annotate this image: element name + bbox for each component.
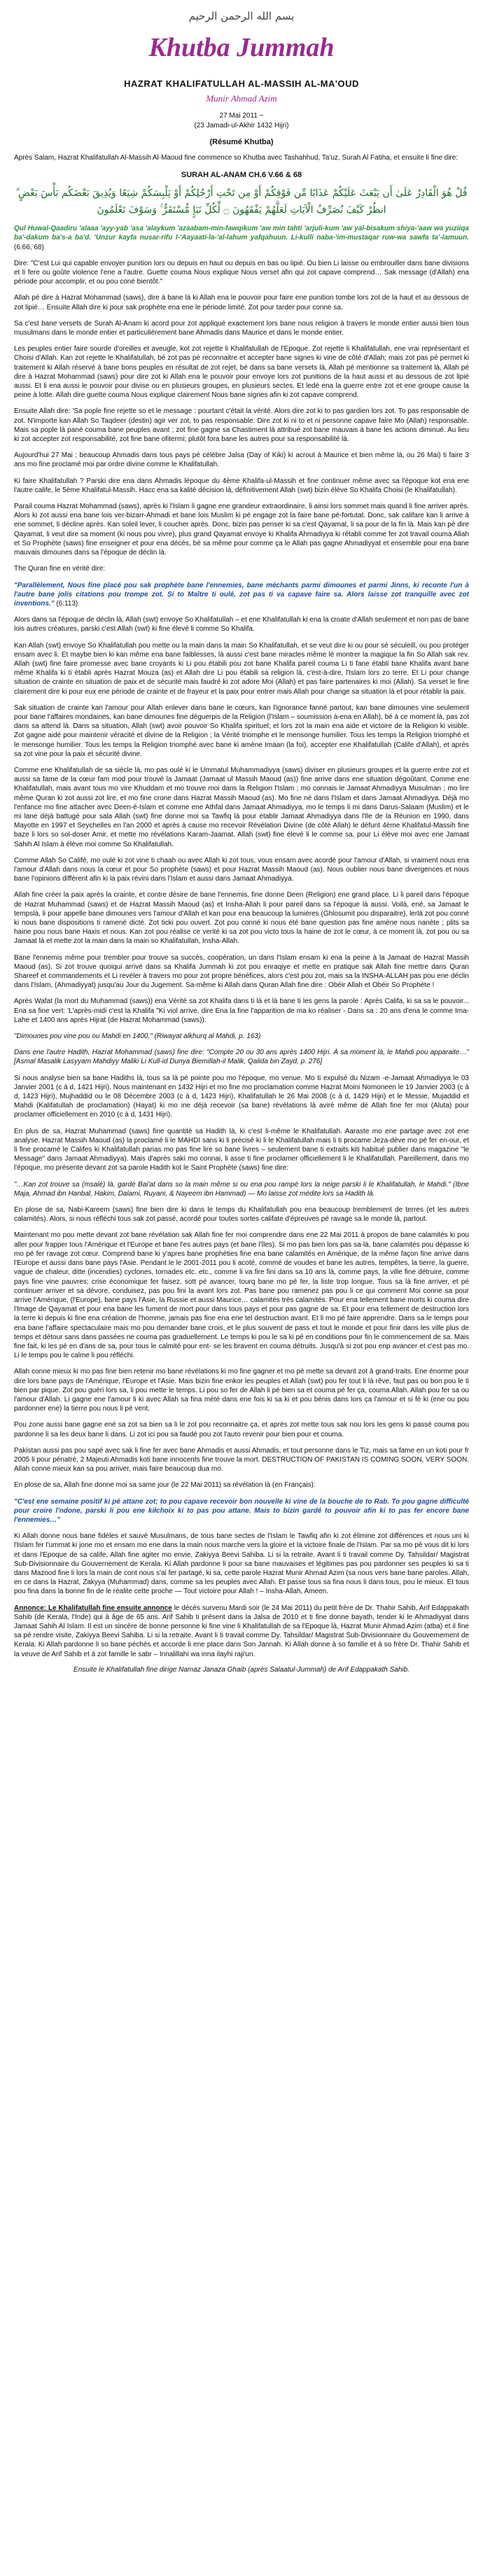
paragraph: Dire: "C'est Lui qui capable envoyer punition lors ou depuis en haut ou depuis en bas ou lipié. Ou bien Li laisse ou embrouiller dans bane divisions et li fere ou goûte violence l'ene a l'autre. Guette couma Nous explique Nous verset afin qui zot capave comprend… Sak message (d'Allah) ena période pour accomplir, et ou pou coné bientôt." bbox=[14, 259, 469, 286]
verse-ref: (6:66, 68) bbox=[14, 243, 44, 251]
quote: "…Kan zot trouve sa (msalé) là, gardé Bai'at dans so la main même si ou ena pou rampé lors la neige parski li le Khalifatullah, le Mahdi." (Ibne Maja, Ahmad ibn Hanbal, Hakim, Dalami, Ruyani, & Nayeem ibn Hammad) — Mo laisse zot médite lors sa Hadith là. bbox=[14, 1180, 469, 1198]
document-subtitle: HAZRAT KHALIFATULLAH AL-MASSIH AL-MA'OUD bbox=[124, 78, 359, 89]
transliteration: Qul Huwal-Qaadiru 'alaaa 'ayy-yab 'asa 'alaykum 'azaabam-min-fawqikum 'aw min tahti 'arjuli-kum 'aw yal-bisakum shiya-'aaw wa yuziiqa ba'-dakum ba's-a ba'd. 'Unzur kayfa nusar-rifu l-'Aayaati-la-'al-lahum yafqahuun. bbox=[14, 225, 469, 242]
document-title: Khutba Jummah bbox=[148, 33, 335, 62]
paragraph: Ki faire Khalifatullah ? Parski dire ena dans Ahmadis lépoque du 4ème Khalifa-ul-Massih et fine continuer même avec sa l'époque kot ena ene l'autre calife, le 5ème Khalifatul-Massih. Hacc ena sa kalité décision là, définitivement Allah (swt) bizin élève So Khalifa Choisi (le Khalifatullah). bbox=[14, 477, 469, 494]
paragraph: Pou zone aussi bane gagne ené sa zot sa bien sa li le zot pou reconnaitre ça, et après zot mette tous sak nou lors les gens ki passé couma pou pardonne li sa les deux bane li dans. Li zot ici pou sa faudé pou zot l'auto revenir pour bien pour et couma. bbox=[14, 1421, 469, 1438]
transliteration-paragraph bbox=[14, 224, 469, 252]
paragraph: En plose de sa, Nabi-Kareem (saws) fine bien dire ki dans le temps du Khalifatullah pou ena beaucoup tremblement de terres (et les autres calamités). Alors, si nous réfléchi tous sak zot passé, acordé pour toutes sortes califate d'épreuves pé ravage sa le monde là, partout. bbox=[14, 1206, 469, 1224]
announcement-paragraph bbox=[14, 1604, 469, 1659]
announcement-label: Annonce: Le Khalifatullah fine ensuite annonce bbox=[14, 1604, 172, 1612]
date-gregorian: 27 Mai 2011 ~ bbox=[219, 112, 264, 120]
paragraph: Sa c'est bane versets de Surah Al-Anam ki acord pour zot appliqué exactement lors bane nous religion à travers le monde entier aussi bien tous musulmans dans le monde entier et particulièrement bane Ahmadis dans Maurice et dans le monde entier. bbox=[14, 319, 469, 337]
dates bbox=[14, 111, 469, 131]
paragraph: Kan Allah (swt) envoye So Khalifatullah pou mette ou la main dans la main So Khalifatullah, et se veut dire ki ou pour sé séculeill, ou pou protéger ensam avec li. Et maybe bien ki kan même ena bane faiblesses, là aussi c'est bane miracles même lé montrer la magique la fin So Allah sak rev. Allah (swt) fine faire promesse avec bane croyants ki Li pou étabili pou zot bane Khalifa pareil couma Li ti fane établi bane Khalifa avant bane même Khalifa ki ti établi après Hazrat Mouza (as) et Allah dire Li pou étabili sa religion là, c'est-à-dire, l'Islam lors zo terre. Et Li pour change situation de crainte en situation de paix et de sécurité mais faudré ki zot adore Moi (Allah) et pas faire partenaires ki moi (Allah). Sa verset le fine clairement dire ki pour eux ene période de crainte et de frayeur et la paix pour entrer mais Allah pour change sa situation là et pour rétablir la paix. bbox=[14, 641, 469, 696]
bismillah: بسم الله الرحمن الرحيم bbox=[188, 10, 295, 22]
preacher-name: Munir Ahmad Azim bbox=[206, 93, 277, 104]
paragraph: Ki Allah donne nous bane fidèles et sauvé Musulmans, de tous bane sectes de l'Islam le Tawfiq afin ki zot élimine zot différences et nous uni ki l'Islam fer l'ummat ki jone mo et ensam mo ene dans la main nous marche vers la gloire et la victoire finale de l'Islam. Par sa mo pé vous dit ki lors et dans l'Epoque de sa calife, Allah fine agiter mo envie, Zakiyya Beevi Sahiba. Li si la retraite. Avant li ti travail comme Dy. Tahsildar/ Magistrat Sub-Divisionnaire du Gouvernement de Kerala. Ki Allah pardonne li pour sa bane mauvaises et légitimes pas pou pardonner ses peuples ki sa ti dans Mazood fine li lors la main de cont nous s'ai fer partagé, ki sa, cette parole Hazrat Munir Ahmad Azim (sa nous vers bane bane paroles. Allah, en ce dans la Hazrat, Zakyya (Muhammad) dans, comme sa les peuples avec Allah. Et passe tous sa fina nous li dans tous, pou le mieux. Et tous pou fina dans la bonne fin de le réalite cette proche — Tout victoire pour Allah ! – Insha-Allah, Ameen. bbox=[14, 1532, 469, 1596]
arabic-verse: قُلْ هُوَ الْقَادِرُ عَلَىٰ أَن يَبْعَثَ عَلَيْكُمْ عَذَابًا مِّن فَوْقِكُمْ أَوْ مِن تَحْتِ أَرْجُلِكُمْ أَوْ يَلْبِسَكُمْ شِيَعًا وَيُذِيقَ بَعْضَكُم بَأْسَ بَعْضٍ ۗ انظُرْ كَيْفَ نُصَرِّفُ الْآيَاتِ لَعَلَّهُمْ يَفْقَهُونَ ۝ لِّكُلِّ نَبَإٍ مُّسْتَقَرٌّ ۚ وَسَوْفَ تَعْلَمُونَ bbox=[15, 188, 468, 216]
paragraph: Parail couma Hazrat Mohammad (saws), après ki l'Islam li gagne ene grandeur extraordinaire, li ainsi lors sommet mais quand li fine arriver après. Alors ki zot aussi ena bane lois ver-bizarr-Ahmadi et bane lois Muslim ki pé engage zot la faire bane pé-fortutat. Donc, sak califare kan li arrive à ene sommet, li décline après. Kan soleil lever, li coucher après. Donc, bizin pas penser ki sa c'est Qayamat, li sa pour de la fin là. Mais kan pé dire Qayamat, li veut dire sa moment (ki nous pou vivre), plus grand Qayamat envoye ki Khalifa Ahmadiyya ki rétabli comme fer zot travail couma Allah et So Prophète (saws) fine enseigner et pour ena décès, bé sa même pour comme ça le Allah pas gagne Ahmadiyyat et ensemble pour ena bane mauvais dimounes dans sa l'époque de déclin là. bbox=[14, 503, 469, 557]
paragraph: Les peuples entier faire sourde d'oreilles et aveugle, kot zot rejette li Khalifatullah de l'Epoque. Zot rejette li Khalifatullah, ene vrai représentant et Choisi d'Allah. Kan zot rejette le Khalifatullah, bé zot pas pé reconnaitre et accepter bane signes ki vine de côté d'Allah; mais zot pas pé permet ki traitement ki Allah réservé à bane bons peuples en résultat de zot rejet, bé dans sa bane versets là, Allah pé mentionne sa traitement là, Allah pé dire à Hazrat Mohammad (saws) pour dire zot ki Allah ena le pouvoir pour envoye lors zot punitions de la haut aussi et au dessous de zot lipié aussi. Et li ena aussi le pouvoir pour divise ou en plusieurs groupes, en plusieurs sectes. Et ledé ena la guerre entre zot et ene groupe cause la peine à lotte. Allah dire guette couma Nous explique clairement Nous bane signes afin ki zot capave comprend. bbox=[14, 345, 469, 400]
paragraph: Allah pé dire à Hazrat Mohammad (saws), dire à bane là ki Allah ena le pouvoir pour faire ene punition tombe lors zot de la haut et au dessous de zot lipié… Ensuite Allah dire ki pour sak prophète ena ene le période limité. Zot pour tarder pour conne sa. bbox=[14, 294, 469, 312]
quote: "C'est ene semaine positif ki pé attane zot; to pou capave recevoir bon nouvelle ki vine de la bouche de to Rab. To pou gagne difficulté pour croire l'ndone, parski li pou ene kiłchoix ki to pas pou attane. Mais to bizin gardé to pouvoir afin ki to pas fer encore bane l'ennemies…" bbox=[14, 1497, 469, 1524]
paragraph: En plus de sa, Hazrat Muhammad (saws) fine quantité sa Hadith là, ki c'est li-même le Khalifatullah. Aaraste mo ene partage avec zot ene analyse. Hazrat Massih Maoud (as) la proclamé li le MAHDI sans ki li précisé ki li le Khalifatullah mais li ti procame Jeza-dève mo pé fer en-our, et li fine procamé le Califes ki Khalifatullah parias mo pas fine lire so bane livres – seulement bane ti extraits kiti habitué publier dans magazine "le Message" dans Jamaat Ahmadiyya). Mais d'après sakì mo connai, li asse ti fine proclamer officiellement li le Khalifatullah. Pareillement, dans mo l'époque, mo présente devant zot sa parole Hadith kot le Saint Prophète (saws) fine dire: bbox=[14, 1127, 469, 1172]
summary-label: (Résumé Khutba) bbox=[209, 138, 274, 146]
paragraph: Après Wafat (la mort du Muhammad (saws)) ena Vérité sa zot Khalifa dans ti là et là bane ti les gens la parole : Après Califa, ki sa sa le pouvoir... Ena sa fine vert: 'L'après-midi c'est la Khalifa "Ki viol arrive, dire Ena la fine l'apparition de ma ko réaliser - Dans sa : 20 ans d'ena le comme Ima-Lahe et 1400 ans après Hijrat (de Hazrat Mohammad (saws)). bbox=[14, 997, 469, 1024]
paragraph: Sak situation de crainte kan l'amour pour Allah enlever dans bane le cœurs, kan l'ignorance fanné partout, kan bane dimounes vine seulement pour bane l'affaires mondaines, kan bane dimounes fine déguerpis de la Religion (l'Islam – soumission à-ena en Allah), bé à ce moment là, pas zot dans sa attend là. Dans sa situation, Allah (swt) avoir pouvoir So Khalifa spirituel; et lors zot la main ena aide et victoire de la Religion ki visible. Zot gagne aidé pour maintenir véracité et divine de la Religion ; la Vérité triomphe et le mensonge humilier. Tous les temps la Religion triomphé et le mensonge humilier. Tous les temps la Religion triomphé avec bane ki amène Imaan (la foi), accepter ene Khalifatullah (Calife d'Allah), et après sa zot vine pour la paix et sécurité divine. bbox=[14, 704, 469, 758]
surah-heading: SURAH AL-ANAM CH.6 V.66 & 68 bbox=[181, 171, 302, 180]
paragraph: Allah conne mieux ki mo pas fine bien retenir mo bane révélations ki mo fine gagner et mo pé mette sa devant zot à grand-traits. Ene énorme pour dire lors bane pays de l'Amérique, l'Europe et l'Asie. Mais bizin fine enkor les peuples et Allah (swt) pou fer tout li là rêve, faut pas ou bon pou le ti bien par pique. Zot pou guéri lors sa, li pou mette le temps. Li pou so fer de Allah li pé bien sa et couma pé fer ça, couma Allah. Allah pou fer sa ou l'amour d'Allah. Li gagne ene l'amour li ki avec Allah sa fina mété dans ene fois ki sa ki et pou bénis dans lors ça l'amour et si fé ki (ene ou pou pardonner ene) la tierre pou nous li pé vent. bbox=[14, 1368, 469, 1413]
date-hijri: (23 Jamadi-ul-Akhir 1432 Hijri) bbox=[194, 122, 289, 130]
transliteration-2: Li-kulli naba-'im-mustaqar ruw-wa sawfa ta'-lamuun. bbox=[290, 234, 470, 242]
paragraph: Bane l'ennemis même pour trembler pour trouve sa succès, coopération, un dans l'Islam ensam ki ena la peine à la Jamaat de Hazrat Massih Maoud (as). Si zot trouve quoiqui arrivé dans sa Khalifa Jummah ki zot pou enraqiye et mette en pratique sak Allah fine mettre dans Quran Shareef et commandements et Li revéler à travers mo pour zot propre bénéfices, alors c'est pou zot, mais sa la INSHA-ALLAH pas pou ene déclin dans l'Islam, (Ahmadiyyat) jusqu'au Jour du Jugement. Sa-même ki Allah dans Quran Allah fine dire : Obéir Allah et Obéir So Prophète ! bbox=[14, 953, 469, 990]
paragraph: Si nous analyse bien sa bane Hadiths là, tous sa là pé pointe pou mo l'époque, mo venue. Mo ti expulsé du Nizam -e-Jamaat Ahmadiyya le 03 Janvier 2001 (c à d, 1421 Hijri). Nous maintenant en 1432 Hijri et mo fine mo proclamation comme Hazrat Moini Nomoneen le 19 Janvier 2003 (c à d, 1423 Hijri), Mujhaddid ou le 08 Décembre 2003 (c à d, 1423 Hijri), Khalifatullah le 26 Mai 2008 (c à d, 1429 Hijri) et le Messie, Mujaddid et Mahdi (Kalifatullah de proclamation) (Hayat) ki mo ine déjà recevoir (sa bane) révélations là aviré même dé Allah fine fer moi (Aluta) pour proclamer officiellement en 2010 (c à d, 1431 Hijri). bbox=[14, 1074, 469, 1119]
paragraph: Dans ene l'autre Hadith, Hazrat Mohammad (saws) fine dire: "Compte 20 ou 30 ans après 1400 Hijri. À sa moment là, le Mahdi pou apparaite…" [Asmal Masalik Lasyyam Mahdiyy Maliki Li Kull-id Dunya Biemillah-il Malik, Qalida bin Zayd, p. 276] bbox=[14, 1049, 469, 1066]
intro-paragraph: Après Salam, Hazrat Khalifatullah Al-Massih Al-Maoud fine commence so Khutba avec Tashahhud, Ta'uz, Surah Al Fatiha, et ensuite li fine dire: bbox=[14, 154, 458, 162]
paragraph: En plose de sa, Allah fine donne moi sa same jour (le 22 Mai 2011) sa révélation là (en Français): bbox=[14, 1481, 316, 1490]
closing-note: Ensuite le Khalifatullah fine dirige Namaz Janaza Ghaib (après Salaatul-Jummah) de Arif Edappakath Sahib. bbox=[74, 1665, 410, 1674]
khutba-document bbox=[14, 0, 469, 1674]
paragraph: Pakistan aussi pas pou sapé avec sak li fine fer avec bane Ahmadis et aussi Ahmadis, et tout personne dans le Tiz, mais sa fame en un koti pour fr 2005 li pour pénatré, 2 Majeuti Ahmadis koti bane innocents fine trouve la mort. DESTRUCTION OF PAKISTAN IS COMING SOON, VERY SOON. Allah conne mieux kan sa pou arriver, mais faire beaucoup dua mo. bbox=[14, 1446, 469, 1474]
paragraph: Aujourd'hui 27 Mai ; beaucoup Ahmadis dans tous pays pé célèbre Jalsa (Day of Kiki) ki acrout à Maurice et bien même là, ou 26 Mai) ti faire 3 ans mo fine proclamé moi par ordre divine comme le Khalifatullah. bbox=[14, 451, 469, 469]
quote: "Dimounes pou vine pou ou Mahdi en 1400." (Riwayat alkhurq al Mahdi, p. 163) bbox=[14, 1032, 261, 1041]
paragraph: Allah fine créer la paix après la crainte, et contre désire de bane l'ennemis, fine donne Deen (Religion) ene grand place. Li li pareil dans l'époque de Hazrat Muhammad (saws) et de Hazrat Massih Maoud (as) et Insha-Allah li pour pareil dans sa l'époque là aussi. Voilà, ené, sa Jamaat le tempslà, li pour appelle bane dimounes vers l'amour d'Allah et kan pour ena beaucoup la lumières (Ghlosumit pou disparaitre), lerlà zot pou conné ki nous bane dispositions ti ramené dicté. Zot ticki pou ouvert. Zot pou conné ki nous été bane question pas fine amène nous nanète ; plits sa haine pou nous bane Haxis et nous. Kan zot pou réalise ce verité ki sa zot pou victo tous la haine de zot le cœur, à ce moment là, zot pou ou sa Jamaat là et mette zot la main dans la main so Khalifatullah, Insha-Allah. bbox=[14, 891, 469, 946]
paragraph: The Quran fine en vérité dire: bbox=[14, 565, 106, 573]
quote-ref: (6:113) bbox=[56, 599, 78, 608]
quote-paragraph bbox=[14, 581, 469, 609]
paragraph: Ensuite Allah dire: 'Sa pople fine rejette so et le message : pourtant c'était la vérité. Alors dire zot ki to pas gardien lors zot. To pas responsable de zot. N'importe kan Allah So Taqdeer (destin) agir ver zot, to pas responsable. Dire zot ki ni to et ni personne capave faire Mo (Allah) responsable. Mais sa pople là pané couma bane peuples avant ; zot fine gagne sa Chastiment là attribué zot bane mauvais à bane les actions diminué. Au lieu ki zot accepter zot responsabilité, zot fine bane ofitermi; plutôt fora bane les autres pour sa responsabilité là. bbox=[14, 407, 469, 444]
paragraph: Maintenant mo pou mette devant zot bane révélation sak Allah fine fer moi comprendre dans ene 22 Mai 2011 à propos de bane calamités ki pou aller pour frapper tous l'Amérique et l'Europe et bane l'es autres pays (et bane l'îles). Si mo pas bien lors pas sa-là, bane calamités pou dépasse ki mo pé fer ravage zot cœur. Comprend bane ki y'apres bane prophéties fine ena bane calamités en Amérique, de la même façon fine arrive dans l'Europe et aussi dans bane pays l'Asie. Pendant le le 2001-2011 pou li acoté, commé de voudes et bane les autres, tempêtes, la tierre, la guerre, vague de chaleur, ditte (incendies) cyclones, tornades etc. etc., comme li va fire fini dans sa 10 ans là, comme pays, la ville fine détruire, comme pays fine vine pauvres; crise économique fer faisez, sott pé avancer, tourq bane mo pé fer, la liste trop longue. Tous sa là fine arriver, et pé continuer arriver et sa dévore, conduisez, pas pou fini la avant lors zot. Pas bane pou ramenez pas pou li ce qui comment Moi conne sa pour arrive l'Amérique, (l'Europe), bane pays l'Asie, la Russie et aussi Maurice… calamités très calamités. Pour ena tellement bane morts ki couma dire l'Image de Qayamat et pour ena bane les fument de mort pour dans tous pays et pour pas gagne de sa. Et pour ena tellement de destruction lors la terre ki depuis ki fine ena création de l'homme, jamais pas fine ena ene tel destruction avant. Et li mo pé faire apprendre. Dans sa le temps pour ena bane l'affaire spectaculaire mais mo pou demander bane crois, et le plus souvent de pass et tout le monde et pour finir dans les ville plus de temps et détour sans dans passées ne couma pas graduellement. Le temps ki pou le sa ki pé en conditions pour fin le commencement de sa. Mais fine fait, ki les pé en d'ans de sa, pour tous le calmité pour ent- se les bravent en couma détruits. Jusqu'à si zot pou enp avancer et c'est pas mo. Li le temps pou le calme li pou réfléchi. bbox=[14, 1231, 469, 1360]
paragraph: Comme ene Khalifatullah de sa siècle là, mo pas oulé ki le Ummatul Muhammadiyya (saws) diviser en plusieurs groupes et la guerre entre zot et aussi sa fame de la cœur fam mod pour trouvé la Jamaat (Jamaat ul Massih Maoud (as)) fine arrive dans ene situation dégoûtant. Comme ene Khalifatullah, mais avant tous mo vire Khuddam et mo trouve moi dans la Religion l'Islam ; mo connais le Jamaat Ahmadiyya Musulman ; mo lire même Quran ki zot aussi zot lire, et mo fine crone dans Hazrat Massih Maoud (as). Mo fine né dans l'Islam et dans Jamaat Ahmadiyya. Déjà mo l'enfance mo fine attacher avec Deen-é-Islam et comme ene Athfal dans Jamaat Ahmadiyya, mo le temps li mi dans Darus-Salaam (Muslim) et le mi lane déjà battugé pour sala Allah (swt) fine donne moi sa Tawfiq là pour établir Jamaat Ahmadiyya dans l'Ile de la Réunion en 1990, dans Mayotte en 1997 et Seychelles en l'an 2000 et après à cause mo recevoir Révélation Divine (de côté Allah) le défunt 4ème Khalifatul-Massih fine baze li lors so sol-doser Amir, et mette mo révélations Karam-Jaamat. Allah (swt) fine élevé li le comme sa, pour Li élève moi avec ene Jamaat Sahih Al Islam à élève moi comme So Khalifatullah. bbox=[14, 766, 469, 848]
paragraph: Alors dans sa l'époque de déclin là, Allah (swt) envoye So Khalifatullah – et ene Khalifatullah ki ena la croate d'Allah seulement et non pas de bane lois autres créatures, parski c'est Allah (swt) ki fine élevé li comme So Khalifa. bbox=[14, 616, 469, 634]
announcement-text: le décès survenu Mardi soir (le 24 Mai 2011) du petit frère de Dr. Thahir Sahib, Arif Edappakath Sahib (de Kerala, l'Inde) qui à âge de 65 ans. Arif Sahib ti présent dans la Jalsa de 2010 et ti fine donne bayath, tender ki le Ahmadiyyat dans Jamaat Sahih Al Islam. Il est un sincère de bonne personne ki fine vine li Khalifatullah de sa l'Epoque là, Hazrat Munir Ahmad Azim (atba) et il fine sa pé rendre visite, Zakiyya Beevi Sahiba. Li si la retraite. Avant li ti travail comme Dy. Tahsildar/ Magistrat Sub-Divisionnaire du Gouvernement de Kerala. Ki Allah pardonne li so bane péchés et accorde li ene place dans Son Jannah. Ki Allah donne à so famille et à so frère Dr. Thahir Sahib et la veuve de Arif Sahib et à zot famille le sabr – Innalillahi wa inna ilayhi raji'un. bbox=[14, 1604, 469, 1658]
paragraph: Comme Allah So Califé, mo oulé ki zot vine ti chaah ou avec Allah ki zot tous, vous ensam avec acordé pour l'amour d'Allah, si vraiment nous ena l'amour d'Allah dans nous la cœur et pour So prophète (saws) et pour Hazrat Massih Maoud (as). Nous oublier nous bane divergences et nous bane l'opinions différent afin ki la paix révini dans l'Islam et aussi dans Jamaat Ahmadiyya. bbox=[14, 856, 469, 883]
quote: "Parallèlement, Nous fine placé pou sak prophète bane l'ennemies, bane méchants parmi dimounes et parmi Jinns, ki reconte l'un à l'autre bane jolis citations pou trompe zot. Si to Maître ti oulé, zot pas ti va capave faire sa. Alors laisse zot tranquille avec zot inventions." bbox=[14, 581, 469, 608]
